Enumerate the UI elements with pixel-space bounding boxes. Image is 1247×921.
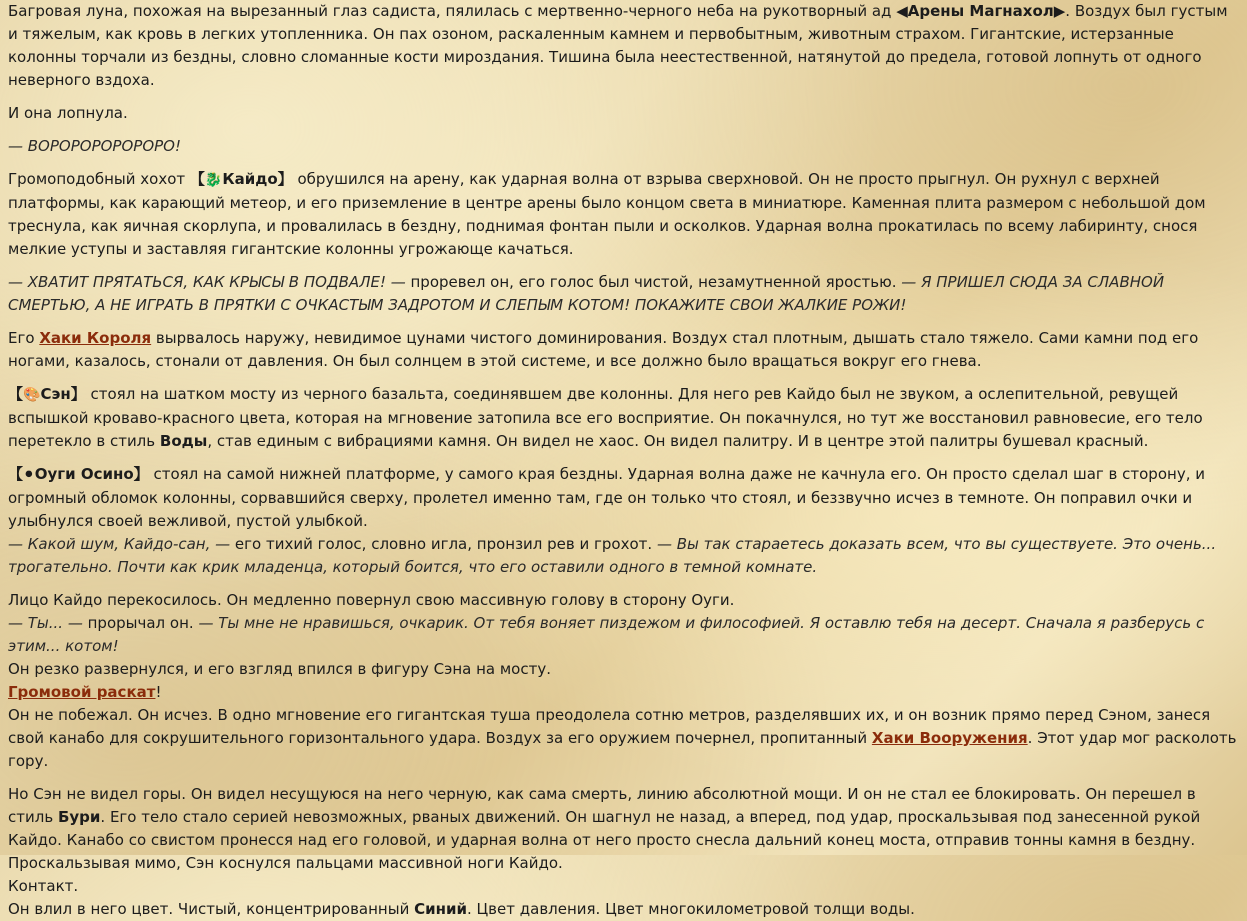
text: Но Сэн не видел горы. Он видел несущуюся на него черную, как сама смерть, линию абсолютной мощи. И он не стал ее блокировать. Он перешел в стиль: [8, 785, 1196, 826]
paragraph-haki: [8, 327, 1239, 373]
paragraph-attack: [8, 704, 1239, 773]
text: !: [155, 683, 162, 701]
link-armament-haki[interactable]: Хаки Вооружения: [871, 729, 1028, 747]
text: его тихий голос, словно игла, пронзил рев и грохот.: [230, 535, 657, 553]
paragraph-kaido-arrival: [8, 168, 1239, 261]
paragraph-sen: [8, 383, 1239, 453]
text: стоял на самой нижней платформе, у самого края бездны. Ударная волна даже не качнула его. Он просто сделал шаг в сторону, и огромный обломок колонны, сорвавшийся сверху, пролетел именно там, где он только что стоял, и беззвучно исчез в темноте. Он поправил очки и улыбнулся своей вежливой, пустой улыбкой.: [8, 465, 1205, 530]
text: Громоподобный хохот: [8, 170, 190, 188]
text: . Цвет давления. Цвет многокилометровой толщи воды.: [467, 900, 915, 918]
dialogue: — Какой шум, Кайдо-сан, —: [8, 535, 231, 553]
text: . Его тело стало серией невозможных, рваных движений. Он шагнул не назад, а вперед, под удар, проскальзывая под занесенной рукой Кайдо. Канабо со свистом пронесся над его головой, и ударная волна от него просто снесла дальний конец моста, отправив тонны камня в бездну.: [8, 808, 1201, 849]
link-thunder-clap[interactable]: Громовой раскат: [8, 683, 156, 701]
text: . Воздух был густым и тяжелым, как кровь в легких утопленника. Он пах озоном, раскаленным камнем и первобытным, животным страхом. Гигантские, истерзанные колонны торчали из бездны, словно сломанные кости мироздания. Тишина была неестественной, натянутой до предела, готовой лопнуть от одного неверного вздоха.: [8, 2, 1228, 89]
paragraph-contact: Контакт.: [8, 877, 79, 895]
character-tag-kaido: [190, 170, 293, 188]
paragraph-kaido-growl: [8, 612, 1239, 658]
dialogue: — Ты мне не нравишься, очкарик. От тебя воняет пиздежом и философией. Я оставлю тебя на десерт. Сначала я разберусь с этим... котом!: [8, 614, 1205, 655]
paragraph-ougi: [8, 463, 1239, 533]
paragraph-color: [8, 898, 1239, 921]
text: обрушился на арену, как ударная волна от взрыва сверхновой. Он не просто прыгнул. Он рухнул с верхней платформы, как карающий метеор, и его приземление в центре арены было концом света в миниатюре. Каменная плита размером с небольшой дом треснула, как яичная скорлупа, и провалилась в бездну, поднимая фонтан пыли и осколков. Ударная волна прокатилась по всему лабиринту, снося мелкие уступы и заставляя гигантские колонны угрожающе качаться.: [8, 170, 1206, 258]
paragraph-thunder: [8, 681, 1239, 704]
dialogue: — Вы так стараетесь доказать всем, что вы существуете. Это очень... трогательно. Почти как крик младенца, который боится, что его оставили одного в темной комнате.: [8, 535, 1217, 576]
color-name: Синий: [414, 900, 467, 918]
dialogue: — Ты... —: [8, 614, 83, 632]
paragraph-short: И она лопнула.: [8, 104, 128, 122]
text: стоял на шатком мосту из черного базальта, соединявшем две колонны. Для него рев Кайдо был не звуком, а ослепительной, ревущей вспышкой кроваво-красного цвета, которая на мгновение затопила все его восприятие. Он покачнулся, но тут же восстановил равновесие, его тело перетекло в стиль: [8, 385, 1203, 450]
character-name: Оуги Осино: [34, 465, 134, 483]
text: прорычал он.: [82, 614, 199, 632]
arena-name: ◀Арены Магнахол▶: [896, 2, 1066, 20]
text: . Этот удар мог расколоть гору.: [8, 729, 1237, 770]
bracket: 】: [133, 465, 149, 483]
paragraph-turn: Он резко развернулся, и его взгляд впился в фигуру Сэна на мосту.: [8, 660, 551, 678]
black-circle-icon: ⚫: [23, 467, 35, 483]
dialogue: — Я ПРИШЕЛ СЮДА ЗА СЛАВНОЙ СМЕРТЬЮ, А НЕ ИГРАТЬ В ПРЯТКИ С ОЧКАСТЫМ ЗАДРОТОМ И СЛЕПЫМ КОТОМ! ПОКАЖИТЕ СВОИ ЖАЛКИЕ РОЖИ!: [8, 273, 1165, 314]
paragraph-touch: Проскальзывая мимо, Сэн коснулся пальцами массивной ноги Кайдо.: [8, 854, 563, 872]
paragraph-kaido-shout: [8, 271, 1239, 317]
character-tag-ougi: [8, 465, 149, 483]
paragraph-ougi-speech: [8, 533, 1239, 579]
text: Он влил в него цвет. Чистый, концентрированный: [8, 900, 415, 918]
paragraph-intro: [8, 0, 1239, 92]
paragraph-dodge: [8, 783, 1239, 852]
paragraph-kaido-face: Лицо Кайдо перекосилось. Он медленно повернул свою массивную голову в сторону Оуги.: [8, 591, 735, 609]
text: Багровая луна, похожая на вырезанный глаз садиста, пялилась с мертвенно-черного неба на рукотворный ад: [8, 2, 897, 20]
character-tag-sen: [8, 385, 86, 403]
text: , став единым с вибрациями камня. Он видел не хаос. Он видел палитру. И в центре этой палитры бушевал красный.: [207, 432, 1149, 450]
dialogue: — ВОРОРОРОРОРОРО!: [8, 137, 181, 155]
character-name: Кайдо: [222, 170, 278, 188]
link-king-haki[interactable]: Хаки Короля: [39, 329, 152, 347]
text: вырвалось наружу, невидимое цунами чистого доминирования. Воздух стал плотным, дышать стало тяжело. Сами камни под его ногами, казалось, стонали от давления. Он был солнцем в этой системе, и все должно было вращаться вокруг его гнева.: [8, 329, 1199, 370]
style-name: Бури: [57, 808, 101, 826]
bracket: 【: [8, 385, 24, 403]
kaido-laugh: [8, 135, 1239, 158]
text: Его: [8, 329, 40, 347]
bracket: 【: [8, 465, 24, 483]
bracket: 】: [277, 170, 293, 188]
text: Он не побежал. Он исчез. В одно мгновение его гигантская туша преодолела сотню метров, разделявших их, и он возник прямо перед Сэном, занеся свой канабо для сокрушительного горизонтального удара. Воздух за его оружием почернел, пропитанный: [8, 706, 1211, 747]
dragon-icon: 🐉: [204, 172, 223, 188]
dialogue: — ХВАТИТ ПРЯТАТЬСЯ, КАК КРЫСЫ В ПОДВАЛЕ! —: [8, 273, 406, 291]
bracket: 】: [70, 385, 86, 403]
bracket: 【: [189, 170, 205, 188]
text: проревел он, его голос был чистой, незамутненной яростью.: [405, 273, 902, 291]
style-name: Воды: [159, 432, 208, 450]
character-name: Сэн: [40, 385, 71, 403]
palette-icon: 🎨: [23, 387, 41, 403]
